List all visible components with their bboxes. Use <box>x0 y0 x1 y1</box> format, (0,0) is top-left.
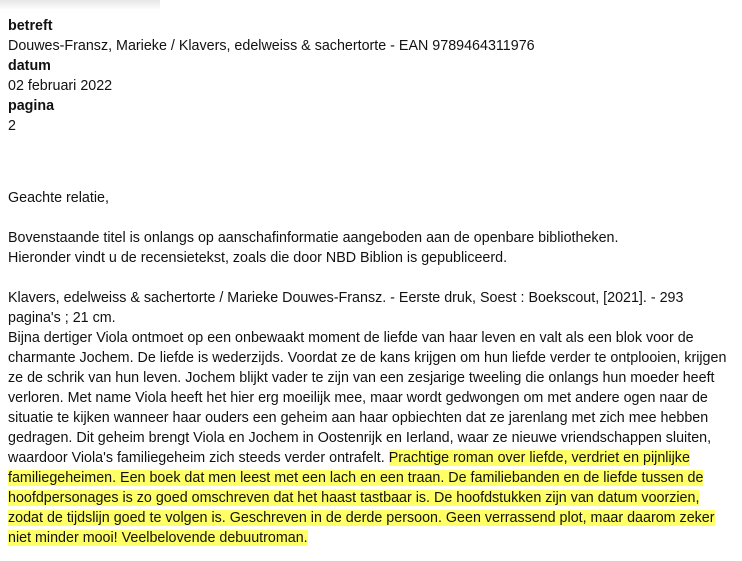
datum-label: datum <box>8 58 51 74</box>
letter-header <box>8 17 736 137</box>
review-body <box>8 328 736 548</box>
top-edge-shadow <box>0 0 160 10</box>
review-citation: Klavers, edelweiss & sachertorte / Marieke Douwes-Fransz. - Eerste druk, Soest : Boekscout, [2021]. - 293 pagina's ; 21 cm. <box>8 290 684 326</box>
greeting: Geachte relatie, <box>8 190 109 206</box>
betreft-value: Douwes-Fransz, Marieke / Klavers, edelweiss & sachertorte - EAN 9789464311976 <box>8 38 535 54</box>
document-page <box>8 17 736 548</box>
datum-value: 02 februari 2022 <box>8 78 113 94</box>
pagina-value: 2 <box>8 118 16 134</box>
review-body-plain: Bijna dertiger Viola ontmoet op een onbewaakt moment de liefde van haar leven en valt als een blok voor de charmante Jochem. De liefde is wederzijds. Voordat ze de kans krijgen om hun liefde verder te ontplooien, krijgen ze de schrik van hun leven. Jochem blijkt vader te zijn van een zesjarige tweeling die onlangs hun moeder heeft verloren. Met name Viola heeft het hier erg moeilijk mee, maar wordt gedwongen om met andere ogen naar de situatie te kijken wanneer haar ouders een geheim aan haar opbiechten dat ze jarenlang met zich mee hebben gedragen. Dit geheim brengt Viola en Jochem in Oostenrijk en Ierland, waar ze nieuwe vriendschappen sluiten, waardoor Viola's familiegeheim zich steeds verder ontrafelt. <box>8 330 727 466</box>
pagina-label: pagina <box>8 98 55 114</box>
intro-line-1: Bovenstaande titel is onlangs op aanschafinformatie aangeboden aan de openbare bibliotheken. <box>8 230 619 246</box>
betreft-label: betreft <box>8 18 53 34</box>
intro-line-2: Hieronder vindt u de recensietekst, zoals die door NBD Biblion is gepubliceerd. <box>8 250 508 266</box>
review-body-highlighted: Prachtige roman over liefde, verdriet en pijnlijke familiegeheimen. Een boek dat men leest met een lach en een traan. De familiebanden en de liefde tussen de hoofdpersonages is zo goed omschreven dat het haast tastbaar is. De hoofdstukken zijn van datum voorzien, zodat de tijdslijn goed te volgen is. Geschreven in de derde persoon. Geen verrassend plot, maar daarom zeker niet minder mooi! Veelbelovende debuutroman. <box>8 450 715 546</box>
